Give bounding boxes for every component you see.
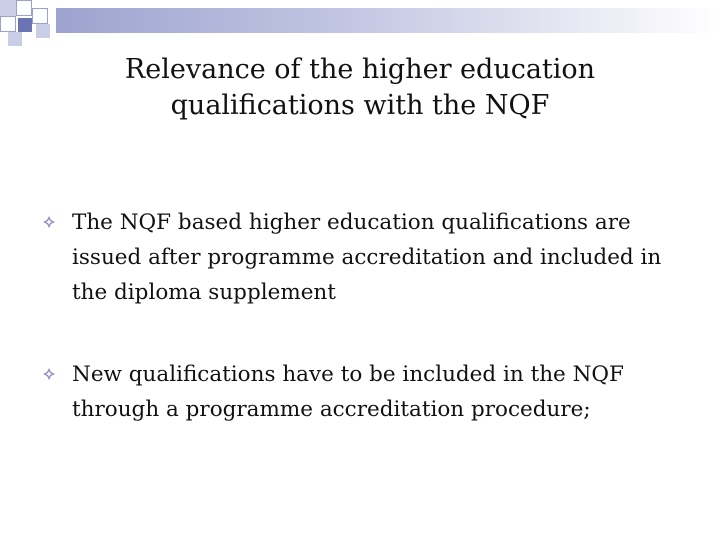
bullet-list (0, 205, 720, 427)
decor-square (16, 0, 32, 16)
bullet-item (0, 357, 720, 427)
bullet-item (0, 205, 720, 310)
slide-title-line-1: Relevance of the higher education (124, 54, 596, 85)
slide-title-line-2: qualifications with the NQF (170, 90, 550, 121)
diamond-bullet-icon (42, 215, 56, 229)
bullet-text: New qualifications have to be included in the NQF through a programme accreditation procedure; (72, 362, 624, 422)
diamond-bullet-icon (42, 367, 56, 381)
slide-title (60, 52, 660, 124)
decor-square (36, 24, 50, 38)
decor-square (0, 0, 16, 16)
decor-square (32, 8, 48, 24)
header-decoration (0, 0, 720, 48)
decor-square (0, 16, 16, 32)
decor-square (18, 18, 32, 32)
header-gradient-bar (56, 8, 720, 33)
bullet-text: The NQF based higher education qualifications are issued after programme accreditation and included in the diploma supplement (72, 210, 662, 305)
decor-square (8, 32, 22, 46)
